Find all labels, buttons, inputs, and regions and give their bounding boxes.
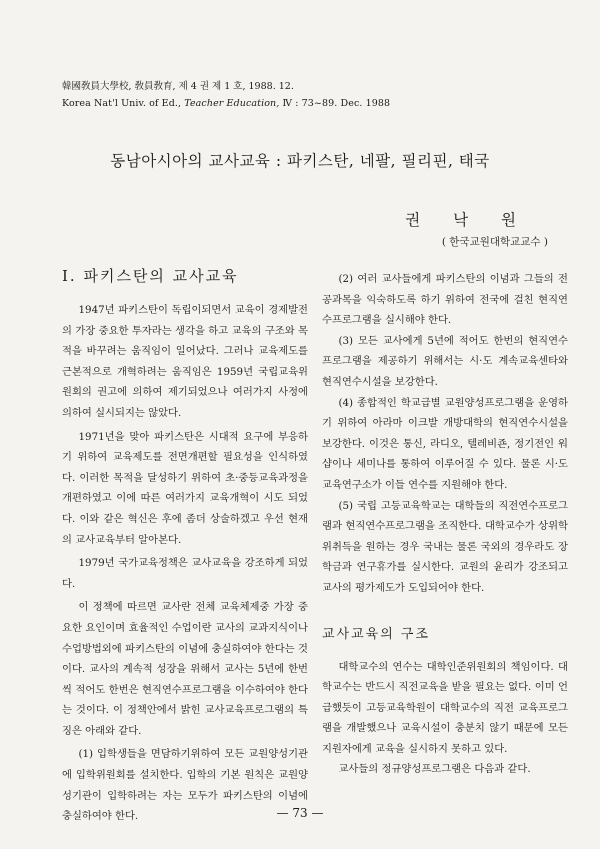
paper-title: 동남아시아의 교사교육 : 파키스탄, 네팔, 필리핀, 태국 <box>110 152 490 170</box>
list-item: (4) 종합적인 학교급별 교원양성프로그램을 운영하기 위하여 아라마 이크발 개방대학의 현직연수시설을 보강한다. 이것은 통신, 라디오, 텔레비죤, 정기전인 워샵이나 세미나를 통하여 이루어질 수 있다. 물론 시·도교육연구소가 이들 연수를 지원해야 한다. <box>322 396 568 491</box>
paragraph: 대학교수의 연수는 대학인준위원회의 책임이다. 대학교수는 반드시 직전교육을 받을 필요는 없다. 이미 언급했듯이 고등교육학원이 대학교수의 직전 교육프로그램을 개발했으나 교육시설이 충분치 않기 때문에 모든 지원자에게 교육을 실시하지 못하고 있다. <box>322 660 568 755</box>
right-column <box>322 269 568 780</box>
section-title-structure: 교사교육의 구조 <box>322 626 431 642</box>
paragraph: 1971년을 맞아 파키스탄은 시대적 요구에 부응하기 위하여 교육제도를 전면개편할 필요성을 인식하였다. 이러한 목적을 달성하기 위하여 초·중등교육과정을 개편하였고 이에 따른 여러가지 교육개혁이 시도 되었다. 이와 같은 혁신은 후에 좀더 상술하겠고 우선 현재의 교사교육부터 알아본다. <box>62 430 308 546</box>
paragraph: 이 정책에 따르면 교사란 전체 교육체제중 가장 중요한 요인이며 효율적인 수업이란 교사의 교과지식이나 수업방법외에 파키스탄의 이념에 충실하여야 한다는 것이다. 교사의 계속적 성장을 위해서 교사는 5년에 한번씩 적어도 한번은 현직연수프로그램을 이수하여야 한다는 것이다. 이 정책안에서 밝힌 교사교육프로그램의 특징은 아래와 같다. <box>62 601 308 737</box>
citation-journal: Teacher Education, <box>184 98 280 109</box>
list-item: (1) 입학생들을 면담하기위하여 모든 교원양성기관에 입학위원회를 설치한다. 입학의 기본 원칙은 교원양성기관이 입학하려는 자는 모두가 파키스탄의 이념에 충실하여야 한다. <box>62 748 308 823</box>
list-item: (5) 국립 고등교육학교는 대학들의 직전연수프로그램과 현직연수프로그램을 조직한다. 대학교수가 상위학위취득을 원하는 경우 국내는 물론 국외의 경우라도 장학금과 연구휴가를 실시한다. 교원의 윤리가 강조되고 교사의 평가제도가 도입되어야 한다. <box>322 499 568 594</box>
left-column <box>62 262 308 827</box>
paragraph: 1979년 국가교육정책은 교사교육을 강조하게 되었다. <box>62 557 308 590</box>
author-affiliation: ( 한국교원대학교교수 ) <box>441 236 548 248</box>
citation-english-prefix: Korea Nat'l Univ. of Ed., <box>62 98 185 109</box>
list-item: (2) 여러 교사들에게 파키스탄의 이념과 그들의 전공과목을 익숙하도록 하기 위하여 전국에 걸친 현직연수프로그램을 실시해야 한다. <box>322 273 568 327</box>
author-name: 권 낙 원 <box>405 211 530 229</box>
citation-english <box>62 95 390 112</box>
paragraph: 1947년 파키스탄이 독립이되면서 교육이 경제발전의 가장 중요한 투자라는 생각을 하고 교육의 구조와 목적을 바꾸려는 움직임이 일어났다. 그러나 교육제도를 근본적으로 개혁하려는 움직임은 1959년 국립교육위원회의 권고에 의하여 제기되었으나 여러가지 사정에 의하여 실시되지는 않았다. <box>62 304 308 419</box>
list-item: (3) 모든 교사에게 5년에 적어도 한번의 현직연수프로그램을 제공하기 위해서는 시·도 계속교육센타와 현직연수시설을 보강한다. <box>322 334 568 388</box>
page-number: — 73 — <box>276 806 324 820</box>
section-title-pakistan: Ⅰ. 파키스탄의 교사교육 <box>62 267 239 285</box>
paragraph: 교사들의 정규양성프로그램은 다음과 같다. <box>338 763 531 776</box>
citation-header <box>62 78 390 112</box>
citation-english-suffix: Ⅳ : 73~89. Dec. 1988 <box>279 98 391 109</box>
citation-korean: 韓國敎員大學校, 敎員敎育, 제 4 권 제 1 호, 1988. 12. <box>62 81 294 92</box>
